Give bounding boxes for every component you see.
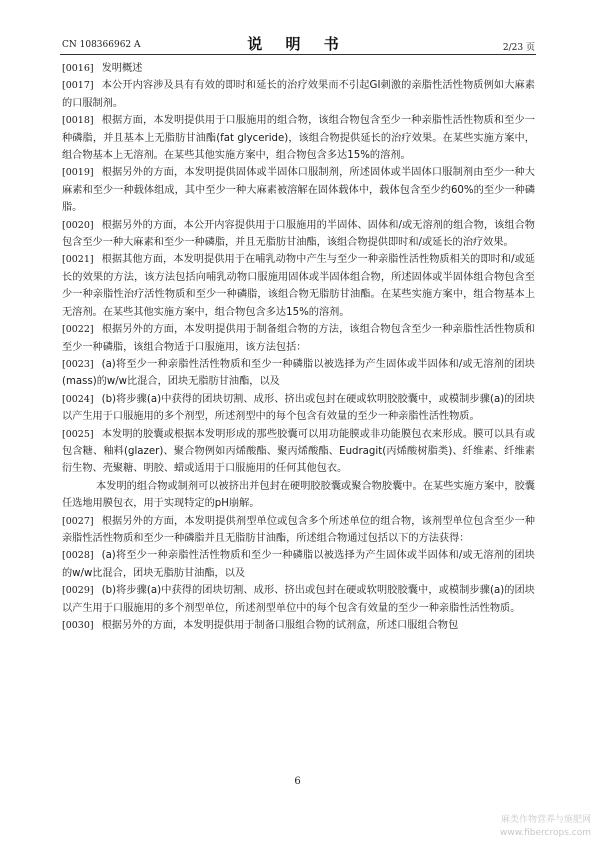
header-divider — [60, 54, 536, 55]
paragraph — [62, 251, 535, 321]
paragraph-number: [0030] — [62, 620, 94, 631]
paragraph-text: 根据方面，本发明提供用于口服施用的组合物，该组合物包含至少一种亲脂性活性物质和至少一种磷脂，并且基本上无脂肪甘油酯(fat glyceride)，该组合物提供延长的治疗效果。在某些实施方案中，组合物基本上无溶剂。在某些其他实施方案中，组合物包含多达15%的溶剂。 — [62, 115, 535, 162]
paragraph-number: [0021] — [62, 254, 94, 266]
paragraph-text: 本公开内容涉及具有有效的即时和延长的治疗效果而不引起GI刺激的亲脂性活性物质例如大麻素的口服制剂。 — [62, 80, 535, 109]
paragraph-text: 发明概述 — [101, 63, 143, 74]
paragraph-number: [0029] — [62, 585, 94, 597]
paragraph — [62, 321, 535, 356]
paragraph-text: 根据另外的方面，本发明提供剂型单位或包含多个所述单位的组合物，该剂型单位包含至少一种亲脂性活性物质和至少一种磷脂并且无脂肪甘油酯，所述组合物通过包括以下的方法获得： — [62, 515, 535, 544]
paragraph — [62, 112, 535, 164]
paragraph — [62, 426, 535, 478]
paragraph-text: (b)将步骤(a)中获得的团块切割、成形、挤出或包封在硬或软明胶胶囊中，或模制步骤(a)的团块以产生用于口服施用的多个剂型单位，所述剂型单位中的每个包含有效量的至少一种亲脂性活性物质。 — [62, 585, 535, 614]
paragraph-text: 本发明的胶囊或根据本发明形成的那些胶囊可以用功能膜或非功能膜包衣来形成。膜可以具有或包含糖、釉料(glazer)、聚合物例如丙烯酸酯、聚丙烯酸酯、Eudragit(丙烯酸树脂类)、纤维素、纤维素衍生物、壳聚糖、明胶、蜡或适用于口服施用的任何其他包衣。 — [62, 428, 535, 475]
paragraph — [62, 60, 535, 77]
paragraph — [62, 582, 535, 617]
paragraph-number: [0027] — [62, 515, 94, 527]
paragraph — [62, 77, 535, 112]
paragraph-number: [0025] — [62, 428, 94, 440]
paragraph-number: [0019] — [62, 167, 94, 179]
paragraph-number: [0022] — [62, 324, 94, 336]
paragraph-number: [0017] — [62, 80, 94, 92]
paragraph — [62, 164, 535, 216]
paragraph-text: 根据另外的方面，本公开内容提供用于口服施用的半固体、固体和/或无溶剂的组合物，该组合物包含至少一种大麻素和至少一种磷脂，并且无脂肪甘油酯，该组合物提供即时和/或延长的治疗效果。 — [62, 219, 535, 249]
document-title: 说 明 书 — [247, 35, 348, 53]
paragraph-number: [0016] — [62, 63, 94, 74]
paragraph-number: [0024] — [62, 393, 94, 405]
page-number: 6 — [294, 776, 301, 787]
paragraph-text: 本发明的组合物或制剂可以被挤出并包封在硬明胶胶囊或聚合物胶囊中。在某些实施方案中，胶囊任选地用膜包衣，用于实现特定的pH崩解。 — [62, 480, 535, 510]
paragraph — [62, 391, 535, 426]
paragraph-number: [0020] — [62, 219, 94, 231]
paragraph-text: 根据另外的方面，本发明提供固体或半固体口服制剂，所述固体或半固体口服制剂由至少一种大麻素和至少一种载体组成，其中至少一种大麻素被溶解在固体载体中，载体包含至少约60%的至少一种磷脂。 — [62, 167, 535, 214]
paragraph — [62, 547, 535, 582]
paragraph-text: (b)将步骤(a)中获得的团块切割、成形、挤出或包封在硬或软明胶胶囊中，或模制步骤(a)的团块以产生用于口服施用的多个剂型，所述剂型中的每个包含有效量的至少一种亲脂性活性物质。 — [62, 393, 535, 423]
paragraph — [62, 513, 535, 548]
patent-number: CN 108366962 A — [62, 40, 141, 50]
paragraph-text: (a)将至少一种亲脂性活性物质和至少一种磷脂以被选择为产生固体或半固体和/或无溶剂的团块的w/w比混合，团块无脂肪甘油酯，以及 — [62, 550, 535, 579]
paragraph — [62, 617, 535, 634]
paragraph-text: (a)将至少一种亲脂性活性物质和至少一种磷脂以被选择为产生固体或半固体和/或无溶剂的团块(mass)的w/w比混合，团块无脂肪甘油酯，以及 — [62, 358, 535, 388]
watermark-url: www.fibercrops.com — [500, 828, 591, 838]
paragraph-text: 根据另外的方面，本发明提供用于制备组合物的方法，该组合物包含至少一种亲脂性活性物质和至少一种磷脂，该组合物适于口服施用，该方法包括： — [62, 324, 535, 353]
paragraph — [62, 356, 535, 391]
paragraph-number: [0018] — [62, 115, 94, 127]
watermark-line: 麻类作物营养与施肥网 — [500, 815, 591, 825]
paragraph-text: 根据其他方面，本发明提供用于在哺乳动物中产生与至少一种亲脂性活性物质相关的即时和/或延长的效果的方法，该方法包括向哺乳动物口服施用固体或半固体组合物，所述固体或半固体组合物包含至少一种亲脂性治疗活性物质和至少一种磷脂，该组合物无脂肪甘油酯。在某些实施方案中，组合物基本上无溶剂。在某些其他实施方案中，组合物包含多达15%的溶剂。 — [62, 254, 535, 318]
document-body — [62, 60, 535, 634]
paragraph-number: [0028] — [62, 550, 94, 562]
page-header — [0, 0, 595, 60]
site-watermark — [500, 814, 591, 840]
paragraph — [62, 478, 535, 513]
paragraph-number: [0023] — [62, 358, 94, 370]
page-count: 2/23 页 — [502, 43, 535, 53]
paragraph-text: 根据另外的方面，本发明提供用于制备口服组合物的试剂盒，所述口服组合物包 — [101, 620, 459, 631]
paragraph — [62, 217, 535, 252]
